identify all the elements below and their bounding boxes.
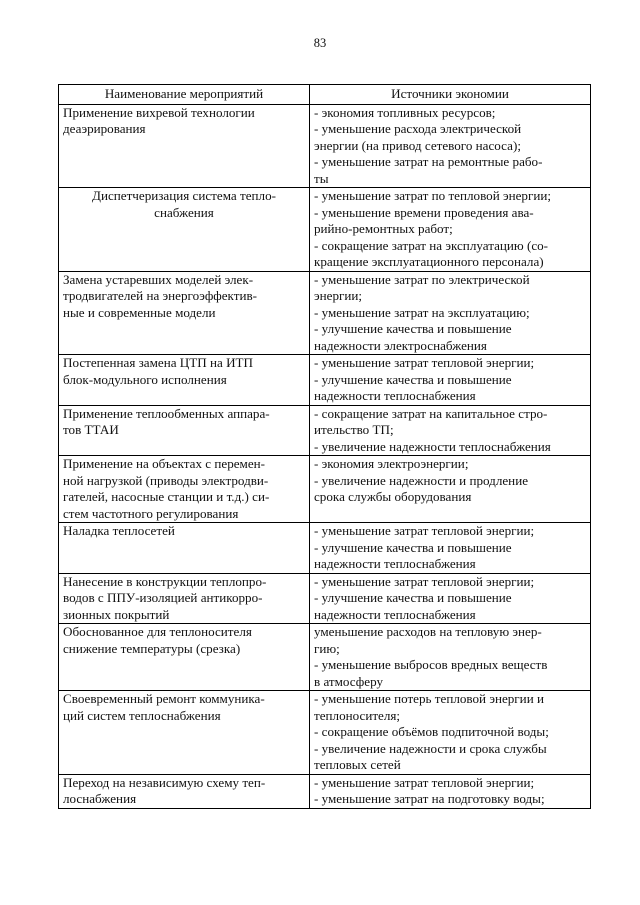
source-line: - экономия электроэнергии; xyxy=(314,456,469,471)
source-line: - улучшение качества и повышение xyxy=(314,371,512,387)
source-line: - уменьшение потерь тепловой энергии и xyxy=(314,691,544,706)
table-row xyxy=(59,355,591,406)
source-line: надежности теплоснабжения xyxy=(314,556,476,571)
measure-cell: Нанесение в конструкции теплопро- водов с ППУ-изоляцией антикорро- зионных покрытий xyxy=(59,573,310,624)
sources-cell xyxy=(310,405,591,456)
measure-cell: Применение на объектах с перемен- ной нагрузкой (приводы электродви- гателей, насосные станции и т.д.) си- стем частотного регулирования xyxy=(59,456,310,523)
sources-cell xyxy=(310,774,591,808)
table-row xyxy=(59,624,591,691)
table-row xyxy=(59,104,591,188)
source-line: - увеличение надежности теплоснабжения xyxy=(314,438,551,454)
sources-cell xyxy=(310,523,591,574)
source-line: энергии (на привод сетевого насоса); xyxy=(314,137,521,153)
table-row xyxy=(59,456,591,523)
source-line: ительство ТП; xyxy=(314,422,394,437)
source-line: - сокращение затрат на капитальное стро- xyxy=(314,405,548,421)
measure-cell: Применение теплообменных аппара- тов ТТАИ xyxy=(59,405,310,456)
source-line: - сокращение затрат на эксплуатацию (со- xyxy=(314,237,549,253)
table-header-row xyxy=(59,85,591,105)
sources-cell xyxy=(310,355,591,406)
measure-cell: Постепенная замена ЦТП на ИТП блок-модульного исполнения xyxy=(59,355,310,406)
measure-cell: Переход на независимую схему теп- лоснабжения xyxy=(59,774,310,808)
header-sources: Источники экономии xyxy=(310,85,591,105)
sources-cell xyxy=(310,624,591,691)
measures-table xyxy=(58,84,591,809)
sources-cell xyxy=(310,456,591,523)
measure-cell: Наладка теплосетей xyxy=(59,523,310,574)
table-row xyxy=(59,573,591,624)
measure-cell: Замена устаревших моделей элек- тродвигателей на энергоэффектив- ные и современные модели xyxy=(59,271,310,355)
source-line: - улучшение качества и повышение xyxy=(314,321,512,336)
sources-cell xyxy=(310,271,591,355)
source-line: - увеличение надежности и срока службы xyxy=(314,740,547,756)
source-line: рийно-ремонтных работ; xyxy=(314,221,453,236)
table-row xyxy=(59,188,591,272)
source-line: - уменьшение затрат по тепловой энергии; xyxy=(314,188,551,203)
source-line: - уменьшение затрат на ремонтные рабо- xyxy=(314,154,543,169)
source-line: - уменьшение затрат тепловой энергии; xyxy=(314,774,535,790)
measure-cell: Применение вихревой технологии деаэрирования xyxy=(59,104,310,188)
sources-cell xyxy=(310,188,591,272)
table-row xyxy=(59,523,591,574)
measure-cell: Своевременный ремонт коммуника- ций систем теплоснабжения xyxy=(59,691,310,775)
measure-cell: Диспетчеризация система тепло- снабжения xyxy=(59,188,310,272)
table-row xyxy=(59,774,591,808)
sources-cell xyxy=(310,573,591,624)
table-row xyxy=(59,405,591,456)
source-line: кращение эксплуатационного персонала) xyxy=(314,254,544,269)
source-line: тепловых сетей xyxy=(314,757,401,772)
table-row xyxy=(59,271,591,355)
sources-cell xyxy=(310,691,591,775)
source-line: - увеличение надежности и продление xyxy=(314,472,529,488)
source-line: ты xyxy=(314,170,329,186)
source-line: надежности теплоснабжения xyxy=(314,388,476,403)
source-line: - уменьшение затрат тепловой энергии; xyxy=(314,573,535,589)
source-line: - уменьшение затрат на подготовку воды; xyxy=(314,791,545,806)
source-line: - уменьшение времени проведения ава- xyxy=(314,204,534,220)
source-line: - уменьшение затрат тепловой энергии; xyxy=(314,355,535,370)
source-line: - уменьшение выбросов вредных веществ xyxy=(314,657,548,672)
source-line: гию; xyxy=(314,640,340,656)
source-line: срока службы оборудования xyxy=(314,489,472,504)
source-line: в атмосферу xyxy=(314,673,383,689)
source-line: - уменьшение затрат по электрической xyxy=(314,271,530,287)
source-line: теплоносителя; xyxy=(314,707,401,723)
source-line: - улучшение качества и повышение xyxy=(314,590,512,605)
table-body xyxy=(59,104,591,808)
source-line: - уменьшение затрат тепловой энергии; xyxy=(314,523,535,538)
table-row xyxy=(59,691,591,775)
source-line: - экономия топливных ресурсов; xyxy=(314,104,496,120)
page-number: 83 xyxy=(313,36,327,50)
source-line: уменьшение расходов на тепловую энер- xyxy=(314,624,542,639)
source-line: надежности электроснабжения xyxy=(314,337,487,353)
source-line: энергии; xyxy=(314,288,363,303)
source-line: - улучшение качества и повышение xyxy=(314,539,512,555)
sources-cell xyxy=(310,104,591,188)
source-line: - уменьшение затрат на эксплуатацию; xyxy=(314,304,530,320)
source-line: - уменьшение расхода электрической xyxy=(314,121,522,136)
source-line: надежности теплоснабжения xyxy=(314,606,476,622)
source-line: - сокращение объёмов подпиточной воды; xyxy=(314,724,549,739)
header-measures: Наименование мероприятий xyxy=(59,85,310,105)
measure-cell: Обоснованное для теплоносителя снижение температуры (срезка) xyxy=(59,624,310,691)
